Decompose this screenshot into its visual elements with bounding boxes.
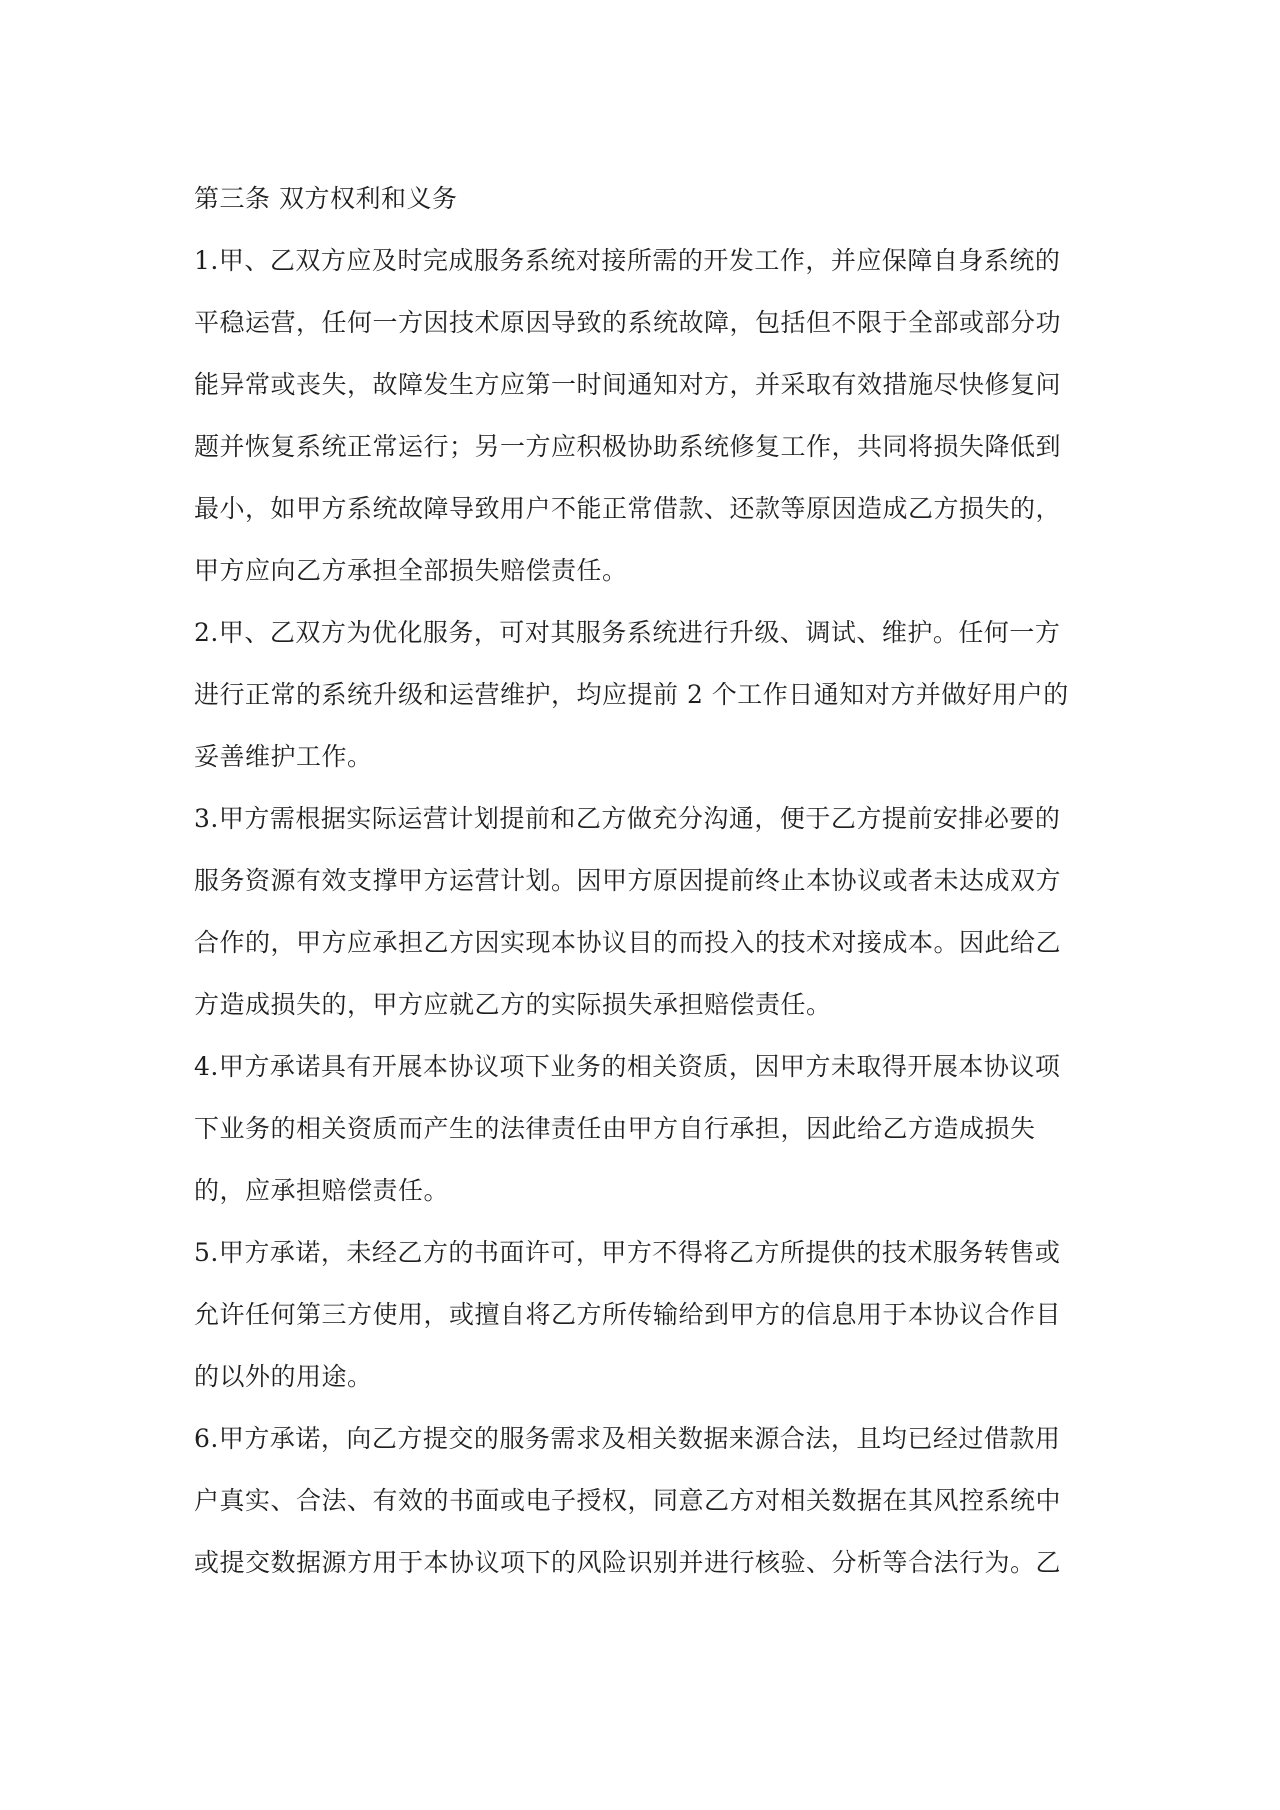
text-line: 能异常或丧失，故障发生方应第一时间通知对方，并采取有效措施尽快修复问 [194,370,1062,399]
text-line: 或提交数据源方用于本协议项下的风险识别并进行核验、分析等合法行为。乙 [194,1548,1062,1577]
text-line: 的以外的用途。 [194,1362,373,1391]
text-line: 允许任何第三方使用，或擅自将乙方所传输给到甲方的信息用于本协议合作目 [194,1300,1062,1329]
clause-6 [194,1408,1094,1594]
text-line: 方造成损失的，甲方应就乙方的实际损失承担赔偿责任。 [194,990,832,1019]
text-line: 平稳运营，任何一方因技术原因导致的系统故障，包括但不限于全部或部分功 [194,308,1062,337]
text-line: 合作的，甲方应承担乙方因实现本协议目的而投入的技术对接成本。因此给乙 [194,928,1062,957]
text-line: 甲方应向乙方承担全部损失赔偿责任。 [194,556,628,585]
clause-1 [194,230,1094,602]
text-line: 的，应承担赔偿责任。 [194,1176,450,1205]
text-line: 妥善维护工作。 [194,742,373,771]
text-line: 6.甲方承诺，向乙方提交的服务需求及相关数据来源合法，且均已经过借款用 [194,1424,1061,1453]
clause-3 [194,788,1094,1036]
clause-2 [194,602,1094,788]
text-line: 1.甲、乙双方应及时完成服务系统对接所需的开发工作，并应保障自身系统的 [194,246,1061,275]
text-line: 4.甲方承诺具有开展本协议项下业务的相关资质，因甲方未取得开展本协议项 [194,1052,1061,1081]
clause-5 [194,1222,1094,1408]
text-line: 题并恢复系统正常运行；另一方应积极协助系统修复工作，共同将损失降低到 [194,432,1062,461]
clause-4 [194,1036,1094,1222]
text-line: 5.甲方承诺，未经乙方的书面许可，甲方不得将乙方所提供的技术服务转售或 [194,1238,1061,1267]
text-line: 3.甲方需根据实际运营计划提前和乙方做充分沟通，便于乙方提前安排必要的 [194,804,1061,833]
text-line: 最小，如甲方系统故障导致用户不能正常借款、还款等原因造成乙方损失的， [194,494,1062,523]
document-content [194,168,1094,1594]
text-line: 2.甲、乙双方为优化服务，可对其服务系统进行升级、调试、维护。任何一方 [194,618,1061,647]
text-line: 下业务的相关资质而产生的法律责任由甲方自行承担，因此给乙方造成损失 [194,1114,1036,1143]
text-line: 户真实、合法、有效的书面或电子授权，同意乙方对相关数据在其风控系统中 [194,1486,1062,1515]
text-line: 服务资源有效支撑甲方运营计划。因甲方原因提前终止本协议或者未达成双方 [194,866,1062,895]
text-line: 进行正常的系统升级和运营维护，均应提前 2 个工作日通知对方并做好用户的 [194,680,1069,709]
section-heading: 第三条 双方权利和义务 [194,184,458,213]
